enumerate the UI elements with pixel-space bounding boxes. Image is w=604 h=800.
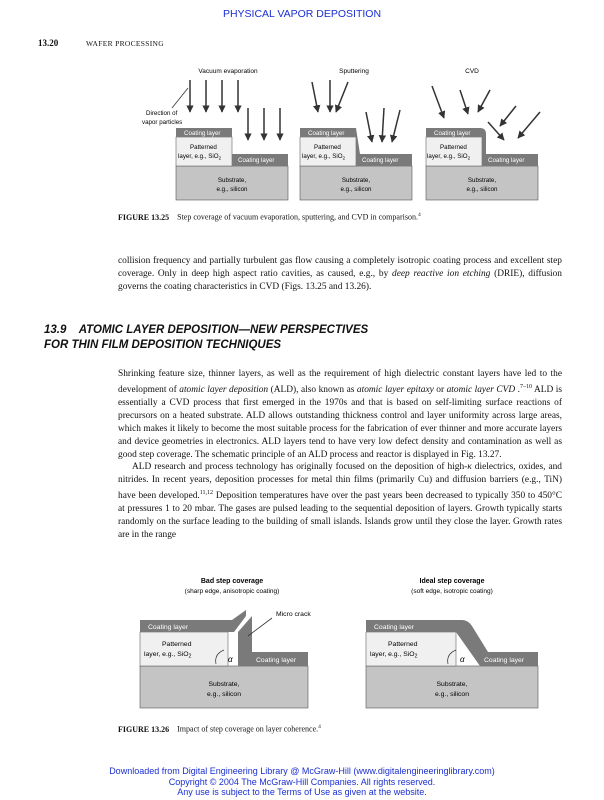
substrate-label-1: Substrate,	[467, 177, 497, 184]
footer-line-2: Copyright © 2004 The McGraw-Hill Companies. All rights reserved.	[168, 776, 436, 787]
caption-ref: 4	[318, 724, 321, 730]
ideal-coverage-panel	[366, 620, 538, 708]
label-direction-2: vapor particles	[142, 119, 183, 126]
coating-layer-label: Coating layer	[184, 130, 221, 137]
substrate-label-1: Substrate,	[217, 177, 247, 184]
figure-13-26	[0, 570, 604, 720]
substrate-label-2: e.g., silicon	[434, 691, 470, 698]
coating-layer-label-2: Coating layer	[238, 157, 275, 164]
figure-13-25-caption	[118, 212, 558, 222]
patterned-label-2: layer, e.g., SiO$_2$	[178, 153, 222, 161]
label-vacuum-evaporation: Vacuum evaporation	[198, 68, 258, 75]
section-body	[118, 368, 562, 542]
substrate-label-1: Substrate,	[341, 177, 371, 184]
running-head: PHYSICAL VAPOR DEPOSITION	[222, 8, 382, 20]
patterned-layer-block	[176, 137, 232, 166]
caption-text: Impact of step coverage on layer coherence.	[177, 724, 319, 734]
footer-line-1[interactable]: Downloaded from Digital Engineering Library @ McGraw-Hill (www.digitalengineeringlibrary.com)	[109, 766, 495, 776]
coating-layer-label-2: Coating layer	[484, 657, 525, 664]
caption-ref: 4	[417, 212, 421, 218]
bad-coverage-title: Bad step coverage	[200, 578, 264, 585]
patterned-label-1: Patterned	[162, 641, 192, 648]
label-cvd: CVD	[465, 68, 479, 75]
substrate-label-2: e.g., silicon	[340, 186, 372, 193]
patterned-label-1: Patterned	[190, 144, 217, 151]
label-sputtering: Sputtering	[339, 68, 369, 75]
patterned-label-2: layer, e.g., SiO$_2$	[302, 153, 346, 161]
paragraph-1: collision frequency and partially turbulent gas flow causing a completely isotropic coating process and excellent step coverage. Only in deep high aspect ratio cavities, as caused, e.g., by deep reactive ion etching (DRIE), diffusion governs the coating characteristics in CVD (Figs. 13.25 and 13.26).	[118, 256, 562, 292]
patterned-label-1: Patterned	[440, 144, 467, 151]
substrate-label-2: e.g., silicon	[206, 691, 242, 698]
patterned-label-2: layer, e.g., SiO$_2$	[144, 651, 192, 660]
patterned-layer-block	[366, 632, 456, 666]
patterned-label-2: layer, e.g., SiO$_2$	[370, 651, 418, 660]
substrate-label-2: e.g., silicon	[216, 186, 248, 193]
substrate-label-2: e.g., silicon	[466, 186, 498, 193]
coating-layer-label-2: Coating layer	[362, 157, 399, 164]
caption-text: Step coverage of vacuum evaporation, sputtering, and CVD in comparison.	[177, 212, 418, 222]
coating-layer-label-2: Coating layer	[488, 157, 525, 164]
substrate-label-1: Substrate,	[436, 681, 468, 688]
patterned-label-1: Patterned	[388, 641, 418, 648]
cvd-panel	[426, 128, 538, 200]
ideal-coverage-title: Ideal step coverage	[419, 578, 485, 585]
evaporation-panel	[176, 128, 288, 200]
alpha-label: α	[460, 655, 465, 664]
bad-coverage-subtitle: (sharp edge, anisotropic coating)	[184, 588, 280, 595]
ideal-coverage-subtitle: (soft edge, isotropic coating)	[411, 588, 493, 595]
heading-line-1: 13.9 ATOMIC LAYER DEPOSITION—NEW PERSPECTIVES	[44, 324, 369, 336]
bad-coverage-panel	[140, 610, 311, 708]
figure-13-25	[0, 0, 604, 215]
footer-line-3: Any use is subject to the Terms of Use as given at the website.	[177, 787, 427, 797]
coating-layer-label: Coating layer	[374, 624, 415, 631]
coating-layer-label: Coating layer	[148, 624, 189, 631]
micro-crack-label: Micro crack	[276, 611, 311, 618]
coating-layer-label: Coating layer	[434, 130, 471, 137]
patterned-label-1: Patterned	[314, 144, 341, 151]
substrate-label-1: Substrate,	[208, 681, 240, 688]
download-footer	[0, 766, 604, 798]
paragraph-3: ALD research and process technology has originally focused on the deposition of high-κ dielectrics, oxides, and nitrides. In recent years, deposition processes for metal thin films (primarily Cu) and diffusion barriers (e.g., TiN) have been developed.$^{11,12}$ Deposition temperatures have over the past years been decreased to typically 350 to 450°C at pressures 1 to 20 mbar. The gases are pulsed leading to the sequential deposition of layers. Growth typically starts randomly on the surface leading to the building of small islands. Islands grow until they close the layer. Growth rates are in the range	[118, 462, 562, 541]
patterned-layer-block	[140, 632, 228, 666]
alpha-label: α	[228, 655, 233, 664]
coating-layer-label: Coating layer	[308, 130, 345, 137]
caption-label: FIGURE 13.26	[118, 724, 170, 734]
caption-label: FIGURE 13.25	[118, 212, 170, 222]
label-direction-1: Direction of	[146, 110, 178, 117]
figure-13-26-caption	[118, 724, 558, 734]
sputtering-panel	[300, 128, 412, 200]
page-number: 13.20	[38, 38, 59, 48]
section-heading	[44, 323, 544, 352]
coating-layer-label-2: Coating layer	[256, 657, 297, 664]
patterned-layer-block	[426, 137, 482, 166]
heading-line-2: FOR THIN FILM DEPOSITION TECHNIQUES	[44, 338, 282, 351]
patterned-label-2: layer, e.g., SiO$_2$	[427, 153, 471, 161]
patterned-layer-block	[300, 137, 356, 166]
paragraph-2: Shrinking feature size, thinner layers, as well as the requirement of high dielectric constant layers have led to the development of atomic layer deposition (ALD), also known as atomic layer epitaxy or atomic layer CVD .$^{7-10}$ ALD is essentially a CVD process that first emerged in the 1970s and that is based on self-limiting surface reactions of precursors on a heated substrate. ALD allows outstanding thickness control and layer uniformity across large areas, which makes it likely to become the most suitable process for the fabrication of ever thinner and more accurate layers and device geometries in electronics. ALD layers tend to have very low defect density and contamination as well as good step coverage. The schematic principle of an ALD process and reactor is displayed in Fig. 13.27.	[118, 369, 563, 460]
direction-pointer	[172, 88, 188, 108]
section-title: WAFER PROCESSING	[86, 39, 164, 48]
